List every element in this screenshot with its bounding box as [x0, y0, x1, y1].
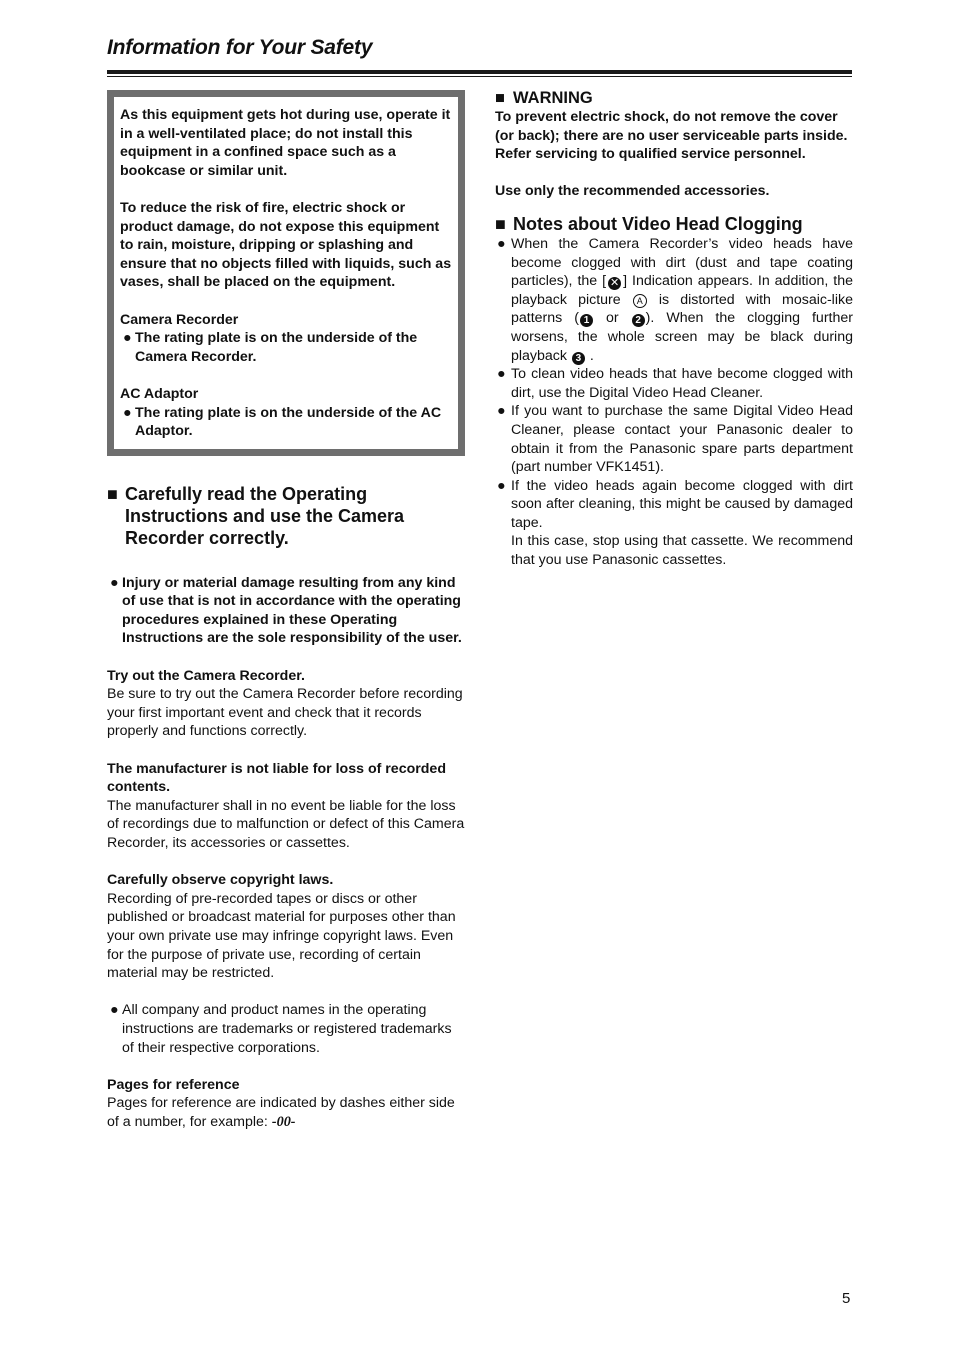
- bullet-icon: ●: [123, 330, 132, 347]
- left-column: [107, 90, 465, 1132]
- bullet-icon: ●: [497, 477, 506, 494]
- operating-heading: ■ Carefully read the Operating Instructions and use the Camera Recorder correctly.: [107, 483, 405, 548]
- pages-text: Pages for reference are indicated by dashes either side of a number, for example: -00-: [107, 1095, 455, 1130]
- camera-recorder-label: Camera Recorder: [120, 311, 239, 328]
- safety-warning-box: [107, 90, 465, 456]
- notes-heading: ■ Notes about Video Head Clogging: [495, 213, 803, 234]
- injury-notice: ● Injury or material damage resulting from any kind of use that is not in accordance with the operating procedures explained in these Operating Instructions are the sole responsibility of the user.: [110, 574, 462, 647]
- page-title: Information for Your Safety: [107, 36, 373, 59]
- heat-warning: As this equipment gets hot during use, operate it in a well-ventilated place; do not install this equipment in a confined space such as a bookcase or similar unit.: [120, 107, 451, 179]
- operating-body: [107, 574, 465, 1132]
- servicing-note: Refer servicing to qualified service personnel.: [495, 146, 806, 163]
- bullet-icon: ●: [497, 235, 506, 252]
- liable-title: The manufacturer is not liable for loss of recorded contents.: [107, 760, 446, 796]
- pages-title: Pages for reference: [107, 1076, 240, 1093]
- fire-warning: To reduce the risk of fire, electric shock or product damage, do not expose this equipment to rain, moisture, dripping or splashing and ensure that no objects filled with liquids, such as vases, shall be placed on the equipment.: [120, 199, 452, 291]
- warning-body: [495, 108, 853, 201]
- bullet-icon: ●: [110, 574, 119, 591]
- list-item: ● If you want to purchase the same Digital Video Head Cleaner, please contact your Panasonic dealer to obtain it from the Panasonic spare parts department (part number VFK1451).: [497, 403, 853, 476]
- copyright-title: Carefully observe copyright laws.: [107, 872, 334, 889]
- tryout-text: Be sure to try out the Camera Recorder before recording your first important event and check that it records properly and functions correctly.: [107, 686, 463, 740]
- ac-adaptor-label: AC Adaptor: [120, 385, 199, 402]
- notes-list: [495, 235, 853, 570]
- header-rule: [107, 70, 852, 74]
- liable-text: The manufacturer shall in no event be liable for the loss of recordings due to malfunction or defect of this Camera Recorder, its accessories or cassettes.: [107, 797, 465, 851]
- marker-a-icon: A: [633, 294, 647, 308]
- square-bullet-icon: ■: [107, 483, 118, 504]
- right-column: [495, 88, 853, 570]
- header-rule-thin: [107, 76, 852, 77]
- bullet-icon: ●: [123, 404, 132, 421]
- copyright-text: Recording of pre-recorded tapes or discs or other published or broadcast material for purposes other than your own private use may infringe copyright laws. Even for the purpose of private use, recording of certain material may be restricted.: [107, 890, 456, 982]
- cassette-advice: In this case, stop using that cassette. We recommend that you use Panasonic cassettes.: [511, 533, 853, 569]
- bullet-icon: ●: [110, 1002, 119, 1019]
- list-item: ● To clean video heads that have become clogged with dirt, use the Digital Video Head Cleaner.: [497, 366, 853, 401]
- warning-heading: ■ WARNING: [495, 89, 593, 107]
- bullet-icon: ●: [497, 403, 506, 420]
- marker-3-icon: 3: [572, 352, 585, 365]
- camera-rating-item: ● The rating plate is on the underside of the Camera Recorder.: [123, 330, 418, 365]
- trademark-notice: ● All company and product names in the operating instructions are trademarks or registered trademarks of their respective corporations.: [110, 1002, 452, 1056]
- shock-warning: To prevent electric shock, do not remove the cover (or back); there are no user serviceable parts inside.: [495, 109, 848, 144]
- list-item: ● When the Camera Recorder’s video heads have become clogged with dirt (dust and tape coating particles), the [ ✕ ] Indication appears. In addition, the playback picture A is distorted with mosaic-like patterns ( 1 or 2 ). When the clogging further worsens, the whole screen may be black during playback 3 .: [497, 235, 853, 364]
- accessories-note: Use only the recommended accessories.: [495, 183, 770, 200]
- marker-2-icon: 2: [632, 314, 645, 327]
- square-bullet-icon: ■: [495, 89, 505, 107]
- bullet-icon: ●: [497, 366, 506, 383]
- square-bullet-icon: ■: [495, 213, 506, 234]
- tryout-title: Try out the Camera Recorder.: [107, 667, 305, 684]
- adaptor-rating-item: ● The rating plate is on the underside of the AC Adaptor.: [123, 404, 442, 440]
- marker-1-icon: 1: [580, 314, 593, 327]
- list-item: ● If the video heads again become clogged with dirt soon after cleaning, this might be caused by damaged tape. In this case, stop using that cassette. We recommend that you use Panasonic cassettes.: [497, 477, 853, 569]
- page-number: 5: [842, 1290, 851, 1307]
- head-clog-icon: ✕: [609, 277, 620, 290]
- page-reference-example: -00-: [271, 1113, 296, 1130]
